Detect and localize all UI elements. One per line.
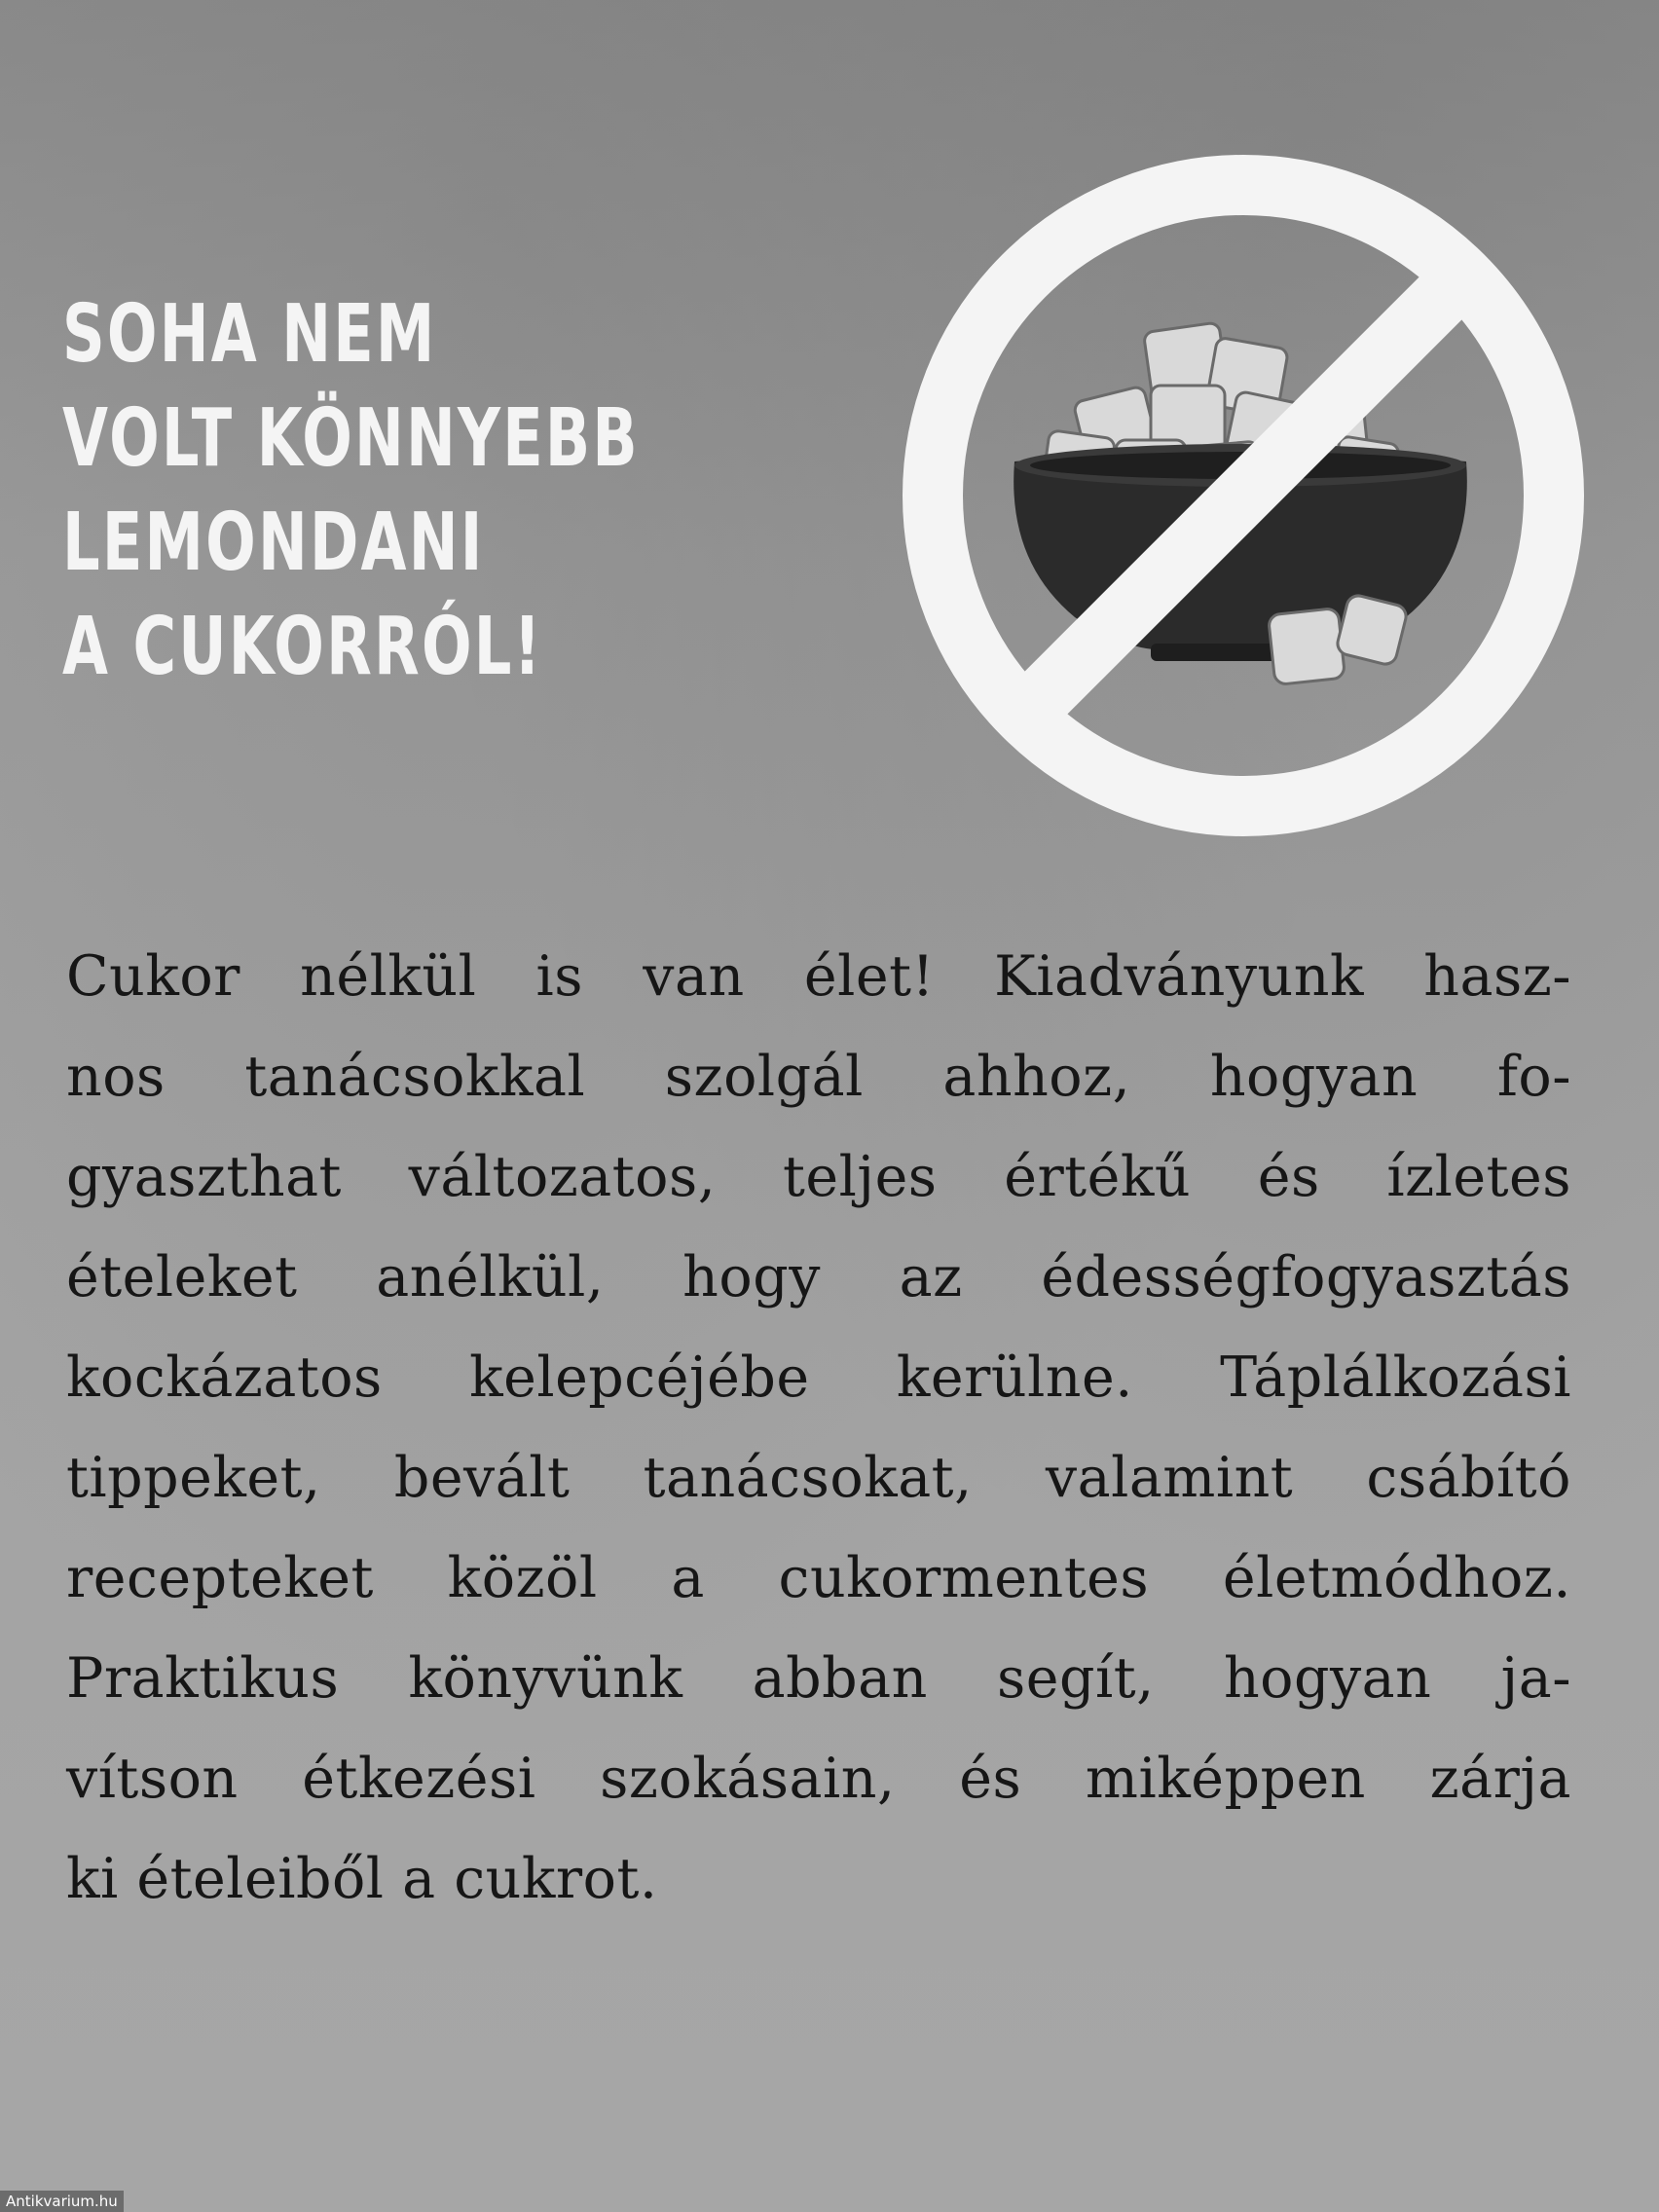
headline-line-2: VOLT KÖNNYEBB	[62, 392, 640, 485]
description-line: gyaszthat változatos, teljes értékű és ízletes	[66, 1145, 1571, 1209]
description-line: recepteket közöl a cukormentes életmódhoz.	[66, 1546, 1571, 1610]
headline-line-1: SOHA NEM	[62, 288, 437, 381]
description-line: Praktikus könyvünk abban segít, hogyan ja-	[66, 1646, 1571, 1711]
watermark: Antikvarium.hu	[0, 2191, 124, 2212]
description-text	[66, 927, 1571, 1930]
description-line: ki ételeiből a cukrot.	[66, 1847, 658, 1911]
description-line: Cukor nélkül is van élet! Kiadványunk hasz-	[66, 944, 1571, 1009]
headline	[62, 282, 640, 699]
headline-line-3: LEMONDANI	[62, 497, 485, 589]
no-sugar-icon	[900, 152, 1587, 839]
description-line: nos tanácsokkal szolgál ahhoz, hogyan fo-	[66, 1045, 1571, 1109]
description-line: vítson étkezési szokásain, és miképpen zárja	[66, 1747, 1571, 1811]
description-line: tippeket, bevált tanácsokat, valamint csábító	[66, 1446, 1571, 1510]
description-line: kockázatos kelepcéjébe kerülne. Táplálkozási	[66, 1346, 1571, 1410]
headline-line-4: A CUKORRÓL!	[62, 601, 543, 693]
description-line: ételeket anélkül, hogy az édességfogyasztás	[66, 1245, 1571, 1309]
